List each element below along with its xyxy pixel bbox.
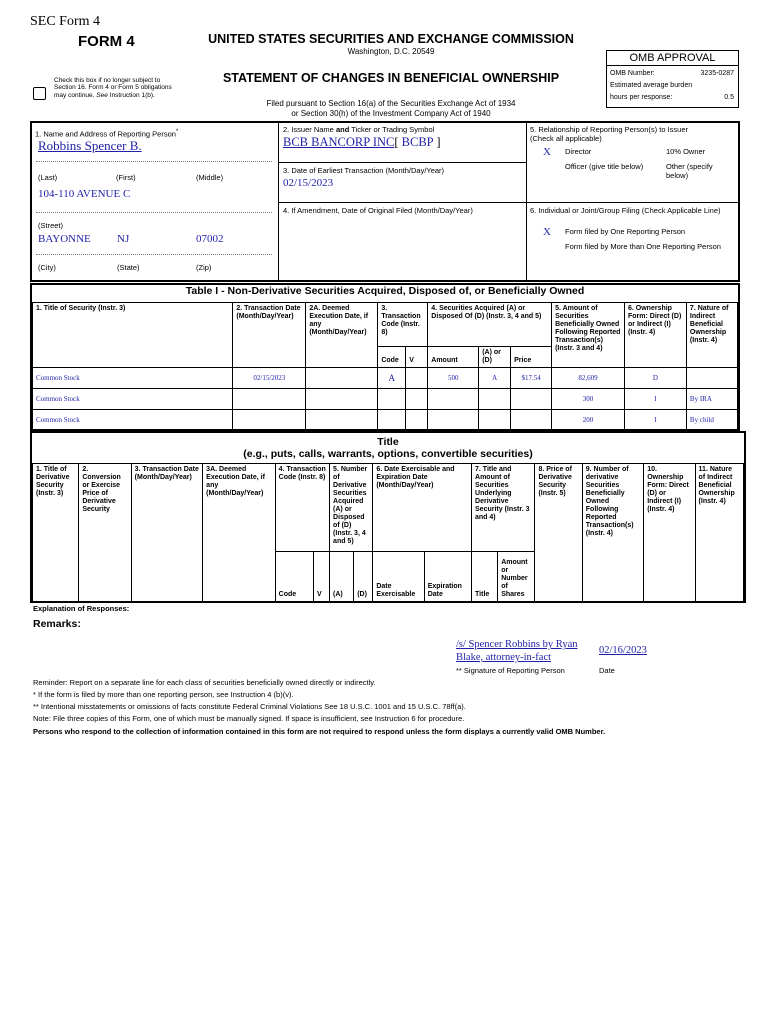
city-value: BAYONNE <box>38 233 91 245</box>
table2 <box>32 463 744 602</box>
cell-price: $17.54 <box>511 368 552 389</box>
t2-h3: 3. Transaction Date (Month/Day/Year) <box>131 464 203 602</box>
cell-date: 02/15/2023 <box>233 368 306 389</box>
t1-sub-amount: Amount <box>428 347 479 368</box>
cell-title: Common Stock <box>33 389 233 410</box>
one-person-label: Form filed by One Reporting Person <box>565 227 686 236</box>
box5-sub: (Check all applicable) <box>530 134 602 143</box>
middle-label: (Middle) <box>196 173 224 182</box>
cell-code <box>378 410 406 431</box>
table-row <box>33 368 738 389</box>
signature-date: 02/16/2023 <box>599 645 647 656</box>
t1-h-form: 6. Ownership Form: Direct (D) or Indirect (I) (Instr. 4) <box>625 303 687 368</box>
t2-sub-date-exercisable: Date Exercisable <box>373 552 424 602</box>
city-label: (City) <box>38 263 56 272</box>
t2-h9: 9. Number of derivative Securities Beneficially Owned Following Reported Transaction(s) (Instr. 4) <box>582 464 643 602</box>
t1-h-acquired: 4. Securities Acquired (A) or Disposed Of (D) (Instr. 3, 4 and 5) <box>428 303 552 347</box>
t2-sub-amount-shares: Amount or Number of Shares <box>498 552 535 602</box>
cell-ad: A <box>479 368 511 389</box>
street-value: 104-110 AVENUE C <box>38 188 131 200</box>
issuer-name-link[interactable]: BCB BANCORP INC <box>283 135 395 149</box>
t1-h-nature: 7. Nature of Indirect Beneficial Ownership (Instr. 4) <box>686 303 737 368</box>
box4-label: 4. If Amendment, Date of Original Filed (Month/Day/Year) <box>283 206 473 215</box>
reporting-person-name-link[interactable]: Robbins Spencer B. <box>38 138 142 153</box>
last-label: (Last) <box>38 173 58 182</box>
t2-h1: 1. Title of Derivative Security (Instr. 3) <box>33 464 79 602</box>
t1-sub-price: Price <box>511 347 552 368</box>
table1-title: Table I - Non-Derivative Securities Acquired, Disposed of, or Beneficially Owned <box>185 285 585 297</box>
filed-pursuant-1: Filed pursuant to Section 16(a) of the Securities Exchange Act of 1934 <box>266 99 516 108</box>
t2-h8: 8. Price of Derivative Security (Instr. 5) <box>535 464 582 602</box>
box5-label: 5. Relationship of Reporting Person(s) to Issuer <box>530 125 688 134</box>
state-label: (State) <box>117 263 140 272</box>
signature-label: ** Signature of Reporting Person <box>456 666 565 675</box>
note-reminder: Reminder: Report on a separate line for each class of securities beneficially owned directly or indirectly. <box>33 678 376 687</box>
explanation-heading: Explanation of Responses: <box>33 604 130 613</box>
omb-title: OMB APPROVAL <box>607 51 738 66</box>
box2-label: 2. Issuer Name and Ticker or Trading Symbol <box>283 125 435 134</box>
t2-h5: 5. Number of Derivative Securities Acquired (A) or Disposed of (D) (Instr. 3, 4 and 5) <box>330 464 373 552</box>
cell-title: Common Stock <box>33 368 233 389</box>
ticker-symbol: BCBP <box>401 135 434 149</box>
first-label: (First) <box>116 173 136 182</box>
cell-amount: 500 <box>428 368 479 389</box>
t2-h3a: 3A. Deemed Execution Date, if any (Month/Day/Year) <box>203 464 276 602</box>
t2-h6: 6. Date Exercisable and Expiration Date (Month/Day/Year) <box>373 464 472 552</box>
cell-form: D <box>625 368 687 389</box>
note-misstatements: ** Intentional misstatements or omissions of facts constitute Federal Criminal Violations See 18 U.S.C. 1001 and 15 U.S.C. 78ff(a). <box>33 702 466 711</box>
form-title: FORM 4 <box>78 33 135 50</box>
cell-owned: 82,609 <box>552 368 625 389</box>
checkbox-text: Check this box if no longer subject to Section 16. Form 4 or Form 5 obligations may continue. See Instruction 1(b). <box>54 77 172 99</box>
remarks-heading: Remarks: <box>33 618 81 630</box>
zip-label: (Zip) <box>196 263 212 272</box>
t2-sub-title: Title <box>472 552 498 602</box>
signature-link[interactable]: /s/ Spencer Robbins by Ryan Blake, attorney-in-fact <box>456 639 578 663</box>
t1-h-owned: 5. Amount of Securities Beneficially Owned Following Reported Transaction(s) (Instr. 3 and 4) <box>552 303 625 368</box>
omb-hours-label: hours per response: <box>610 94 673 101</box>
omb-hours: 0.5 <box>724 94 734 101</box>
t1-sub-code: Code <box>378 347 406 368</box>
director-label: Director <box>565 147 592 156</box>
t2-sub-code: Code <box>275 552 313 602</box>
cell-owned: 200 <box>552 410 625 431</box>
commission-title: UNITED STATES SECURITIES AND EXCHANGE COMMISSION <box>208 32 574 46</box>
box6-label: 6. Individual or Joint/Group Filing (Check Applicable Line) <box>530 206 721 215</box>
cell-deemed <box>306 410 378 431</box>
zip-value: 07002 <box>196 233 224 245</box>
cell-code: A <box>378 368 406 389</box>
cell-date <box>233 410 306 431</box>
cell-price <box>511 389 552 410</box>
t1-h-date: 2. Transaction Date (Month/Day/Year) <box>233 303 306 368</box>
earliest-transaction-date: 02/15/2023 <box>283 177 334 189</box>
ten-percent-owner-label: 10% Owner <box>666 147 706 156</box>
cell-ad <box>479 389 511 410</box>
more-person-label: Form filed by More than One Reporting Person <box>565 242 721 251</box>
table-row <box>33 410 738 431</box>
cell-amount <box>428 410 479 431</box>
t2-sub-expiration: Expiration Date <box>424 552 471 602</box>
box3-label: 3. Date of Earliest Transaction (Month/Day/Year) <box>283 166 445 175</box>
director-checkmark[interactable]: X <box>543 146 551 158</box>
cell-v <box>406 368 428 389</box>
t2-h10: 10. Ownership Form: Direct (D) or Indirect (I) (Instr. 4) <box>644 464 695 602</box>
t1-h-title: 1. Title of Security (Instr. 3) <box>33 303 233 368</box>
cell-deemed <box>306 368 378 389</box>
table2-subtitle: (e.g., puts, calls, warrants, options, convertible securities) <box>243 448 533 460</box>
date-label: Date <box>599 666 615 675</box>
omb-burden-label: Estimated average burden <box>610 82 693 89</box>
t2-h2: 2. Conversion or Exercise Price of Derivative Security <box>79 464 131 602</box>
t1-sub-ad: (A) or (D) <box>479 347 511 368</box>
other-label: Other (specify below) <box>666 162 713 180</box>
cell-form: I <box>625 389 687 410</box>
box1-label: 1. Name and Address of Reporting Person* <box>35 128 179 139</box>
state-value: NJ <box>117 233 130 245</box>
cell-form: I <box>625 410 687 431</box>
cell-nature <box>686 368 737 389</box>
t2-sub-v: V <box>313 552 329 602</box>
omb-number: 3235-0287 <box>700 70 734 77</box>
table-row <box>33 389 738 410</box>
issuer-line: BCB BANCORP INC[ BCBP ] <box>283 135 441 149</box>
cell-v <box>406 410 428 431</box>
doc-label: SEC Form 4 <box>30 14 101 29</box>
cell-v <box>406 389 428 410</box>
officer-label: Officer (give title below) <box>565 162 644 171</box>
cell-deemed <box>306 389 378 410</box>
street-label: (Street) <box>38 221 64 230</box>
t1-h-deemed: 2A. Deemed Execution Date, if any (Month/Day/Year) <box>306 303 378 368</box>
cell-amount <box>428 389 479 410</box>
note-copies: Note: File three copies of this Form, one of which must be manually signed. If space is insufficient, see Instruction 6 for procedure. <box>33 714 465 723</box>
cell-date <box>233 389 306 410</box>
t1-sub-v: V <box>406 347 428 368</box>
filed-pursuant-2: or Section 30(h) of the Investment Company Act of 1940 <box>291 109 491 118</box>
cell-nature: By child <box>686 410 737 431</box>
cell-title: Common Stock <box>33 410 233 431</box>
table2-title: Title <box>377 436 399 448</box>
commission-city: Washington, D.C. 20549 <box>347 47 435 56</box>
one-person-checkmark[interactable]: X <box>543 226 551 238</box>
t2-h4: 4. Transaction Code (Instr. 8) <box>275 464 329 552</box>
cell-ad <box>479 410 511 431</box>
cell-owned: 300 <box>552 389 625 410</box>
omb-number-label: OMB Number: <box>610 70 655 77</box>
cell-nature: By IRA <box>686 389 737 410</box>
t1-h-code: 3. Transaction Code (Instr. 8) <box>378 303 428 347</box>
statement-title: STATEMENT OF CHANGES IN BENEFICIAL OWNERSHIP <box>222 71 560 85</box>
omb-validity-note: Persons who respond to the collection of information contained in this form are not required to respond unless the form displays a currently valid OMB Number. <box>33 727 606 736</box>
no-longer-subject-checkbox[interactable] <box>33 87 46 100</box>
t2-sub-d: (D) <box>354 552 373 602</box>
cell-price <box>511 410 552 431</box>
table1 <box>32 302 738 431</box>
note-multiple: * If the form is filed by more than one reporting person, see Instruction 4 (b)(v). <box>33 690 294 699</box>
t2-h7: 7. Title and Amount of Securities Underlying Derivative Security (Instr. 3 and 4) <box>472 464 535 552</box>
cell-code <box>378 389 406 410</box>
t2-sub-a: (A) <box>330 552 354 602</box>
t2-h11: 11. Nature of Indirect Beneficial Ownership (Instr. 4) <box>695 464 743 602</box>
